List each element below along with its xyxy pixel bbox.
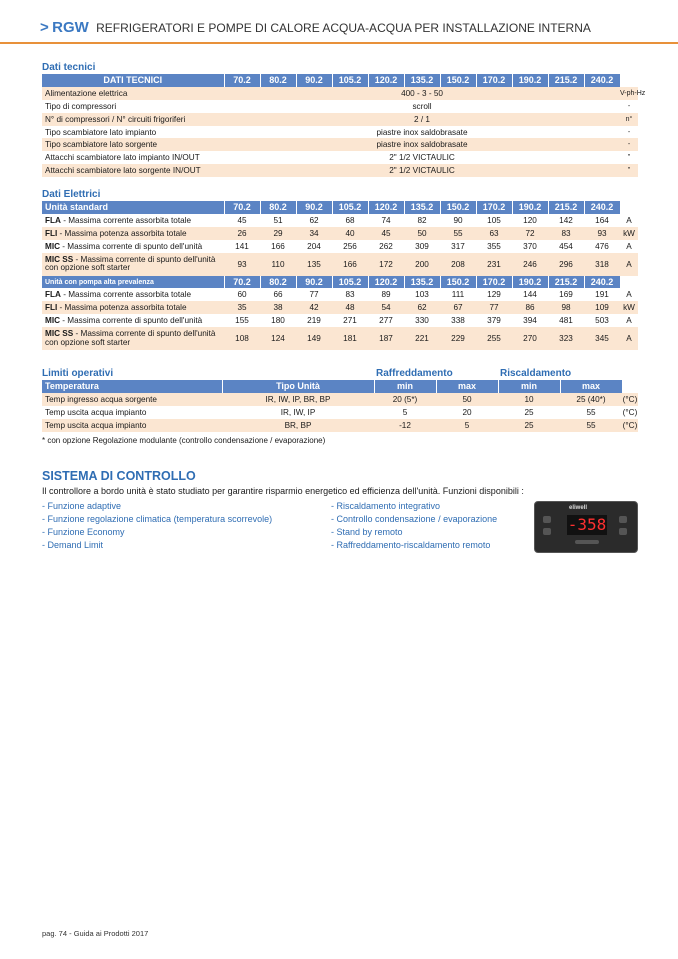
model-header: 90.2 xyxy=(296,276,332,289)
row-value: 93 xyxy=(224,253,260,276)
row-value: 394 xyxy=(512,314,548,327)
limits-note: * con opzione Regolazione modulante (controllo condensazione / evaporazione) xyxy=(42,436,326,445)
model-header: 135.2 xyxy=(404,201,440,214)
model-header: 120.2 xyxy=(368,74,404,87)
electrical-row xyxy=(42,227,638,240)
row-label xyxy=(42,227,224,240)
controller-button xyxy=(543,528,551,535)
limits-risc-max: 55 xyxy=(560,419,622,432)
limits-unit: (°C) xyxy=(622,394,638,404)
row-value: 62 xyxy=(296,214,332,227)
product-code: RGW xyxy=(52,19,89,36)
technical-row xyxy=(42,164,638,177)
row-value: 144 xyxy=(512,288,548,301)
row-value: 105 xyxy=(476,214,512,227)
row-value: 246 xyxy=(512,253,548,276)
model-header: 190.2 xyxy=(512,201,548,214)
electrical-header-row xyxy=(42,201,638,214)
model-header: 105.2 xyxy=(332,276,368,289)
row-code: FLI xyxy=(45,228,58,238)
row-value: 72 xyxy=(512,227,548,240)
row-value: 169 xyxy=(548,288,584,301)
row-unit: kW xyxy=(620,227,638,240)
row-value: 180 xyxy=(260,314,296,327)
row-value: 129 xyxy=(476,288,512,301)
row-value: 77 xyxy=(296,288,332,301)
row-desc: - Massima corrente di spunto dell'unità con opzione soft starter xyxy=(45,254,216,273)
tipo-unita-header: Tipo Unità xyxy=(222,380,374,393)
row-unit: A xyxy=(620,327,638,350)
technical-data-table xyxy=(42,74,646,177)
row-unit: " xyxy=(620,164,638,177)
row-value: 166 xyxy=(260,240,296,253)
row-value: 66 xyxy=(260,288,296,301)
row-code: FLA xyxy=(45,215,61,225)
controller-button xyxy=(619,516,627,523)
row-value: 454 xyxy=(548,240,584,253)
row-value: 219 xyxy=(296,314,332,327)
feature-item: - Funzione Economy xyxy=(42,527,125,537)
row-value: 256 xyxy=(332,240,368,253)
model-header: 105.2 xyxy=(332,74,368,87)
row-value: 62 xyxy=(404,301,440,314)
row-code: MIC SS xyxy=(45,329,74,339)
temperatura-header: Temperatura xyxy=(42,380,222,393)
row-value: scroll xyxy=(224,100,620,113)
model-header: 150.2 xyxy=(440,74,476,87)
controller-display: -358 xyxy=(567,515,607,534)
limits-risc-max: 25 (40*) xyxy=(560,393,622,406)
controller-image xyxy=(534,501,638,553)
row-code: MIC xyxy=(45,241,61,251)
row-label xyxy=(42,253,224,276)
row-value: 2 / 1 xyxy=(224,113,620,126)
dati-elettrici-title: Dati Elettrici xyxy=(42,189,101,200)
row-value: 51 xyxy=(260,214,296,227)
model-header: 215.2 xyxy=(548,276,584,289)
unit-header-blank xyxy=(620,276,638,289)
model-header: 190.2 xyxy=(512,276,548,289)
operating-limits-table xyxy=(42,380,639,432)
riscaldamento-group-label: Riscaldamento xyxy=(500,368,572,379)
sistema-description: Il controllore a bordo unità è stato studiato per garantire risparmio energetico ed efficienza dell'unità. Funzioni disponibili : xyxy=(42,486,524,496)
header-title: REFRIGERATORI E POMPE DI CALORE ACQUA-ACQUA PER INSTALLAZIONE INTERNA xyxy=(96,21,591,35)
limiti-title: Limiti operativi xyxy=(42,368,114,379)
row-value: 89 xyxy=(368,288,404,301)
row-value: 26 xyxy=(224,227,260,240)
row-code: MIC SS xyxy=(45,254,74,264)
row-value: 142 xyxy=(548,214,584,227)
row-value: 330 xyxy=(404,314,440,327)
model-header: 70.2 xyxy=(224,201,260,214)
model-header: 90.2 xyxy=(296,74,332,87)
limits-label: Temp ingresso acqua sorgente xyxy=(42,393,222,406)
limits-raff-max: 20 xyxy=(436,406,498,419)
limits-label: Temp uscita acqua impianto xyxy=(42,419,222,432)
row-unit: A xyxy=(620,314,638,327)
row-value: 110 xyxy=(260,253,296,276)
model-header: 80.2 xyxy=(260,276,296,289)
row-value: 149 xyxy=(296,327,332,350)
limits-row xyxy=(42,406,638,419)
limits-raff-min: -12 xyxy=(374,419,436,432)
row-value: 155 xyxy=(224,314,260,327)
row-value: 93 xyxy=(584,227,620,240)
model-header: 170.2 xyxy=(476,201,512,214)
row-value: 98 xyxy=(548,301,584,314)
row-value: 221 xyxy=(404,327,440,350)
dati-tecnici-title: Dati tecnici xyxy=(42,62,96,73)
row-value: 74 xyxy=(368,214,404,227)
limits-label: Temp uscita acqua impianto xyxy=(42,406,222,419)
row-value: 200 xyxy=(404,253,440,276)
row-value: 60 xyxy=(224,288,260,301)
model-header: 150.2 xyxy=(440,201,476,214)
row-desc: - Massima corrente di spunto dell'unità xyxy=(60,241,203,251)
technical-row xyxy=(42,126,638,139)
row-value: 262 xyxy=(368,240,404,253)
row-unit: A xyxy=(620,214,638,227)
technical-row xyxy=(42,113,638,126)
row-value: 86 xyxy=(512,301,548,314)
electrical-row xyxy=(42,240,638,253)
row-value: 164 xyxy=(584,214,620,227)
row-value: 476 xyxy=(584,240,620,253)
electrical-row xyxy=(42,301,638,314)
row-value: 187 xyxy=(368,327,404,350)
feature-item: - Controllo condensazione / evaporazione xyxy=(331,514,498,524)
controller-indicator xyxy=(575,540,599,544)
row-label: Tipo scambiatore lato sorgente xyxy=(42,138,224,151)
limits-tipo: IR, IW, IP, BR, BP xyxy=(222,393,374,406)
risc-max-header: max xyxy=(560,380,622,393)
page-header xyxy=(40,19,640,41)
row-value: 255 xyxy=(476,327,512,350)
row-code: FLA xyxy=(45,290,61,300)
limits-row xyxy=(42,419,638,432)
technical-header-label: DATI TECNICI xyxy=(42,74,224,87)
limits-tipo: BR, BP xyxy=(222,419,374,432)
limits-unit: (°C) xyxy=(622,407,638,417)
row-code: MIC xyxy=(45,316,61,326)
row-label: Attacchi scambiatore lato sorgente IN/OUT xyxy=(42,164,224,177)
feature-item: - Funzione adaptive xyxy=(42,501,122,511)
raff-max-header: max xyxy=(436,380,498,393)
row-value: 400 - 3 - 50 xyxy=(224,87,620,100)
row-value: 34 xyxy=(296,227,332,240)
row-value: 323 xyxy=(548,327,584,350)
row-unit: A xyxy=(620,288,638,301)
row-value: 135 xyxy=(296,253,332,276)
row-value: 83 xyxy=(548,227,584,240)
row-value: 191 xyxy=(584,288,620,301)
model-header: 170.2 xyxy=(476,74,512,87)
row-value: 109 xyxy=(584,301,620,314)
row-value: 318 xyxy=(584,253,620,276)
model-header: 240.2 xyxy=(584,276,620,289)
row-label xyxy=(42,214,224,227)
row-unit: n° xyxy=(620,113,638,126)
row-value: 45 xyxy=(224,214,260,227)
limits-raff-max: 5 xyxy=(436,419,498,432)
row-value: 55 xyxy=(440,227,476,240)
row-value: 83 xyxy=(332,288,368,301)
row-value: 103 xyxy=(404,288,440,301)
unit-header-blank xyxy=(620,74,638,87)
sistema-title: SISTEMA DI CONTROLLO xyxy=(42,469,196,483)
row-unit: - xyxy=(620,138,638,151)
model-header: 70.2 xyxy=(224,276,260,289)
row-value: 108 xyxy=(224,327,260,350)
row-label xyxy=(42,240,224,253)
row-value: 503 xyxy=(584,314,620,327)
row-value: 48 xyxy=(332,301,368,314)
model-header: 150.2 xyxy=(440,276,476,289)
technical-row xyxy=(42,138,638,151)
features-right-list xyxy=(331,500,497,552)
row-value: 63 xyxy=(476,227,512,240)
limits-risc-min: 25 xyxy=(498,406,560,419)
row-value: 370 xyxy=(512,240,548,253)
row-label: Alimentazione elettrica xyxy=(42,87,224,100)
model-header: 90.2 xyxy=(296,201,332,214)
limits-raff-min: 20 (5*) xyxy=(374,393,436,406)
row-value: 229 xyxy=(440,327,476,350)
row-label: Tipo scambiatore lato impianto xyxy=(42,126,224,139)
raffreddamento-group-label: Raffreddamento xyxy=(376,368,453,379)
electrical-row xyxy=(42,214,638,227)
row-value: 40 xyxy=(332,227,368,240)
limits-risc-min: 25 xyxy=(498,419,560,432)
row-value: 29 xyxy=(260,227,296,240)
raff-min-header: min xyxy=(374,380,436,393)
model-header: 135.2 xyxy=(404,74,440,87)
limits-raff-max: 50 xyxy=(436,393,498,406)
row-label xyxy=(42,314,224,327)
model-header: 170.2 xyxy=(476,276,512,289)
technical-row xyxy=(42,87,638,100)
electrical-header-label: Unità standard xyxy=(42,201,224,214)
row-unit: - xyxy=(620,100,638,113)
row-value: 67 xyxy=(440,301,476,314)
row-value: 50 xyxy=(404,227,440,240)
row-desc: - Massima corrente assorbita totale xyxy=(60,215,192,225)
limits-risc-min: 10 xyxy=(498,393,560,406)
row-value: 120 xyxy=(512,214,548,227)
row-value: 481 xyxy=(548,314,584,327)
feature-item: - Stand by remoto xyxy=(331,527,403,537)
row-unit: " xyxy=(620,151,638,164)
row-value: 379 xyxy=(476,314,512,327)
row-value: 345 xyxy=(584,327,620,350)
electrical-row xyxy=(42,327,638,350)
row-desc: - Massima potenza assorbita totale xyxy=(57,228,187,238)
row-value: 338 xyxy=(440,314,476,327)
limits-risc-max: 55 xyxy=(560,406,622,419)
row-value: 172 xyxy=(368,253,404,276)
row-value: piastre inox saldobrasate xyxy=(224,138,620,151)
limits-raff-min: 5 xyxy=(374,406,436,419)
row-desc: - Massima corrente di spunto dell'unità xyxy=(60,316,203,326)
row-value: 90 xyxy=(440,214,476,227)
feature-item: - Raffreddamento-riscaldamento remoto xyxy=(331,540,491,550)
row-label xyxy=(42,288,224,301)
model-header: 215.2 xyxy=(548,201,584,214)
row-label xyxy=(42,327,224,350)
row-desc: - Massima corrente di spunto dell'unità con opzione soft starter xyxy=(45,329,216,347)
electrical-header-row xyxy=(42,276,638,289)
electrical-row xyxy=(42,288,638,301)
unit-header-blank xyxy=(620,201,638,214)
row-label: Attacchi scambiatore lato impianto IN/OUT xyxy=(42,151,224,164)
row-value: 77 xyxy=(476,301,512,314)
controller-logo: eliwell xyxy=(569,505,588,511)
row-value: 54 xyxy=(368,301,404,314)
row-value: 296 xyxy=(548,253,584,276)
row-unit: A xyxy=(620,253,638,276)
row-value: 270 xyxy=(512,327,548,350)
model-header: 80.2 xyxy=(260,74,296,87)
unit-header-blank xyxy=(622,380,638,393)
electrical-row xyxy=(42,314,638,327)
row-value: 181 xyxy=(332,327,368,350)
row-value: 208 xyxy=(440,253,476,276)
row-label: Tipo di compressori xyxy=(42,100,224,113)
limits-unit: (°C) xyxy=(622,420,638,430)
row-value: 271 xyxy=(332,314,368,327)
row-label xyxy=(42,301,224,314)
model-header: 120.2 xyxy=(368,276,404,289)
row-desc: - Massima potenza assorbita totale xyxy=(57,303,187,313)
row-code: FLI xyxy=(45,303,58,313)
model-header: 240.2 xyxy=(584,74,620,87)
model-header: 105.2 xyxy=(332,201,368,214)
row-value: 45 xyxy=(368,227,404,240)
row-value: 82 xyxy=(404,214,440,227)
model-header: 80.2 xyxy=(260,201,296,214)
controller-button xyxy=(619,528,627,535)
chevron-icon: > xyxy=(40,19,49,36)
electrical-data-table xyxy=(42,201,639,350)
limits-row xyxy=(42,393,638,406)
row-value: 166 xyxy=(332,253,368,276)
model-header: 240.2 xyxy=(584,201,620,214)
electrical-row xyxy=(42,253,638,276)
row-value: 309 xyxy=(404,240,440,253)
row-value: 2" 1/2 VICTAULIC xyxy=(224,151,620,164)
row-value: 204 xyxy=(296,240,332,253)
row-value: 355 xyxy=(476,240,512,253)
row-value: 38 xyxy=(260,301,296,314)
row-value: 231 xyxy=(476,253,512,276)
feature-item: - Riscaldamento integrativo xyxy=(331,501,441,511)
row-unit: V-ph-Hz xyxy=(620,87,638,100)
row-unit: - xyxy=(620,126,638,139)
row-value: 141 xyxy=(224,240,260,253)
electrical-header-label: Unità con pompa alta prevalenza xyxy=(42,276,224,289)
row-value: 2" 1/2 VICTAULIC xyxy=(224,164,620,177)
row-label: N° di compressori / N° circuiti frigoriferi xyxy=(42,113,224,126)
header-rule xyxy=(0,42,678,44)
feature-item: - Demand Limit xyxy=(42,540,104,550)
technical-row xyxy=(42,151,638,164)
row-value: 277 xyxy=(368,314,404,327)
row-value: 111 xyxy=(440,288,476,301)
model-header: 120.2 xyxy=(368,201,404,214)
row-unit: A xyxy=(620,240,638,253)
row-value: 68 xyxy=(332,214,368,227)
technical-header-row xyxy=(42,74,638,87)
row-unit: kW xyxy=(620,301,638,314)
technical-row xyxy=(42,100,638,113)
limits-header-row xyxy=(42,380,638,393)
row-desc: - Massima corrente assorbita totale xyxy=(60,290,192,300)
row-value: 42 xyxy=(296,301,332,314)
model-header: 215.2 xyxy=(548,74,584,87)
row-value: 124 xyxy=(260,327,296,350)
features-left-list xyxy=(42,500,272,552)
risc-min-header: min xyxy=(498,380,560,393)
row-value: piastre inox saldobrasate xyxy=(224,126,620,139)
row-value: 35 xyxy=(224,301,260,314)
model-header: 135.2 xyxy=(404,276,440,289)
feature-item: - Funzione regolazione climatica (temperatura scorrevole) xyxy=(42,514,273,524)
controller-button xyxy=(543,516,551,523)
limits-tipo: IR, IW, IP xyxy=(222,406,374,419)
model-header: 190.2 xyxy=(512,74,548,87)
page-footer: pag. 74 - Guida ai Prodotti 2017 xyxy=(42,929,149,938)
model-header: 70.2 xyxy=(224,74,260,87)
row-value: 317 xyxy=(440,240,476,253)
